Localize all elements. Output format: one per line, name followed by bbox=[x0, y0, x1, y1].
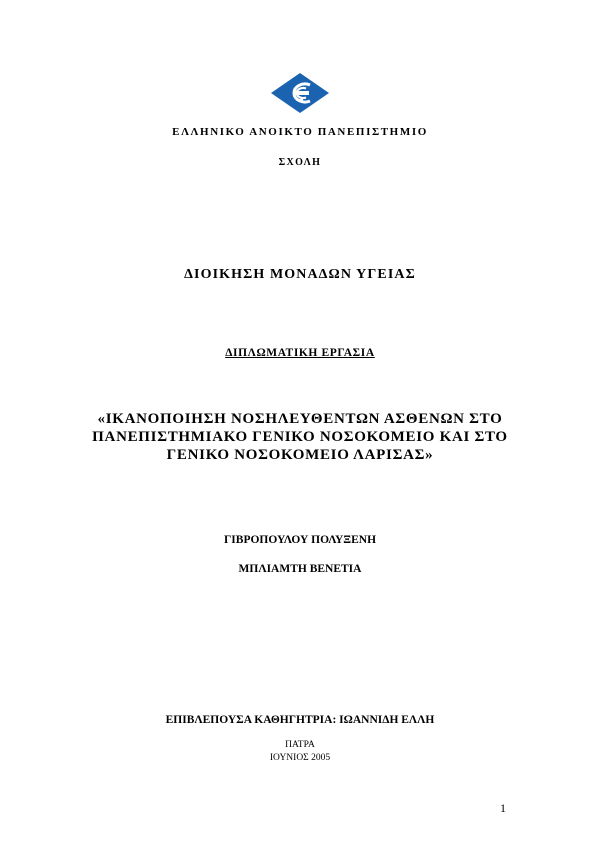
document-type: ΔΙΠΛΩΜΑΤΙΚΗ ΕΡΓΑΣΙΑ bbox=[225, 347, 375, 359]
author-name: ΓΙΒΡΟΠΟΥΛΟΥ ΠΟΛΥΞΕΝΗ bbox=[223, 534, 377, 546]
thesis-title bbox=[0, 410, 600, 464]
page-number: 1 bbox=[500, 801, 506, 815]
city: ΠΑΤΡΑ bbox=[285, 740, 315, 750]
thesis-title-line: «ΙΚΑΝΟΠΟΙΗΣΗ ΝΟΣΗΛΕΥΘΕΝΤΩΝ ΑΣΘΕΝΩΝ ΣΤΟ bbox=[97, 411, 503, 427]
supervisor-line: ΕΠΙΒΛΕΠΟΥΣΑ ΚΑΘΗΓΗΤΡΙΑ: ΙΩΑΝΝΙΔΗ ΕΛΛΗ bbox=[165, 714, 435, 726]
university-name: ΕΛΛΗΝΙΚΟ ΑΝΟΙΚΤΟ ΠΑΝΕΠΙΣΤΗΜΙΟ bbox=[172, 126, 428, 138]
thesis-title-line: ΓΕΝΙΚΟ ΝΟΣΟΚΟΜΕΙΟ ΛΑΡΙΣΑΣ» bbox=[166, 447, 434, 463]
thesis-title-line: ΠΑΝΕΠΙΣΤΗΜΙΑΚΟ ΓΕΝΙΚΟ ΝΟΣΟΚΟΜΕΙΟ ΚΑΙ ΣΤΟ bbox=[92, 429, 508, 445]
program-title: ΔΙΟΙΚΗΣΗ ΜΟΝΑΔΩΝ ΥΓΕΙΑΣ bbox=[184, 267, 416, 282]
date: ΙΟΥΝΙΟΣ 2005 bbox=[269, 753, 331, 763]
school-label: ΣΧΟΛΗ bbox=[278, 157, 322, 168]
university-emblem-icon bbox=[270, 72, 330, 114]
author-name: ΜΠΛΙΑΜΤΗ ΒΕΝΕΤΙΑ bbox=[238, 563, 362, 575]
